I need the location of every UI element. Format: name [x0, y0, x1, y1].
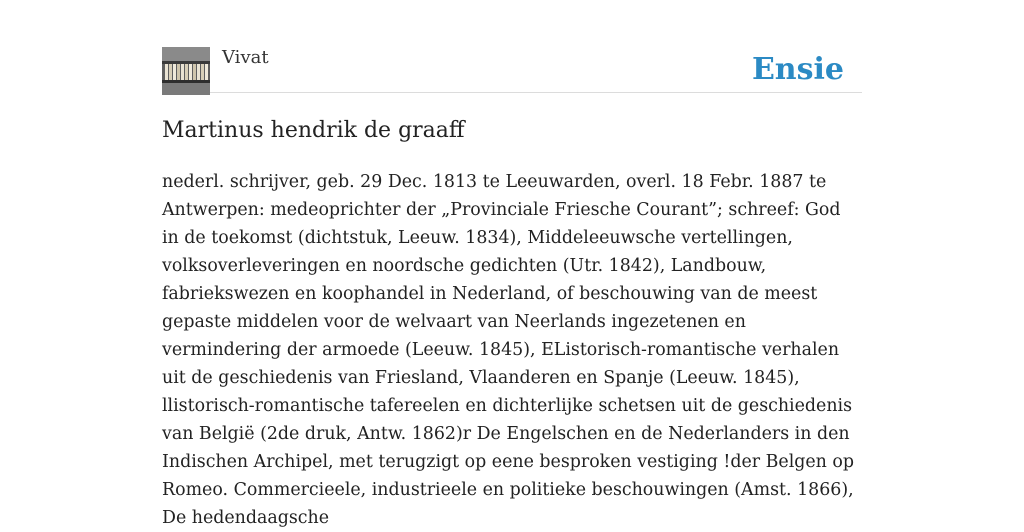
brand-logo[interactable]: Ensie — [751, 52, 844, 87]
article-page — [162, 0, 862, 528]
header — [162, 46, 862, 93]
article-body: nederl. schrijver, geb. 29 Dec. 1813 te Leeuwarden, overl. 18 Febr. 1887 te Antwerpen: medeoprichter der „Provinciale Friesche Courant”; schreef: God in de toekomst (dichtstuk, Leeuw. 1834), Middeleeuwsche vertellingen, volksoverleveringen en noordsche gedichten (Utr. 1842), Landbouw, fabriekswezen en koophandel in Nederland, of beschouwing van de meest gepaste middelen voor de welvaart van Neerlands ingezetenen en vermindering der armoede (Leeuw. 1845), EListorisch-romantische verhalen uit de geschiedenis van Friesland, Vlaanderen en Spanje (Leeuw. 1845), llistorisch-romantische tafereelen en dichterlijke schetsen uit de geschiedenis van België (2de druk, Antw. 1862)r De Engelschen en de Nederlanders in den Indischen Archipel, met terugzigt op eene besproken vestiging !der Belgen op Romeo. Commercieele, industrieele en politieke beschouwingen (Amst. 1866), De hedendaagsche — [162, 172, 855, 528]
bookshelf-icon[interactable] — [162, 47, 210, 95]
source-name[interactable]: Vivat — [222, 47, 269, 68]
page-title: Martinus hendrik de graaff — [162, 118, 465, 143]
